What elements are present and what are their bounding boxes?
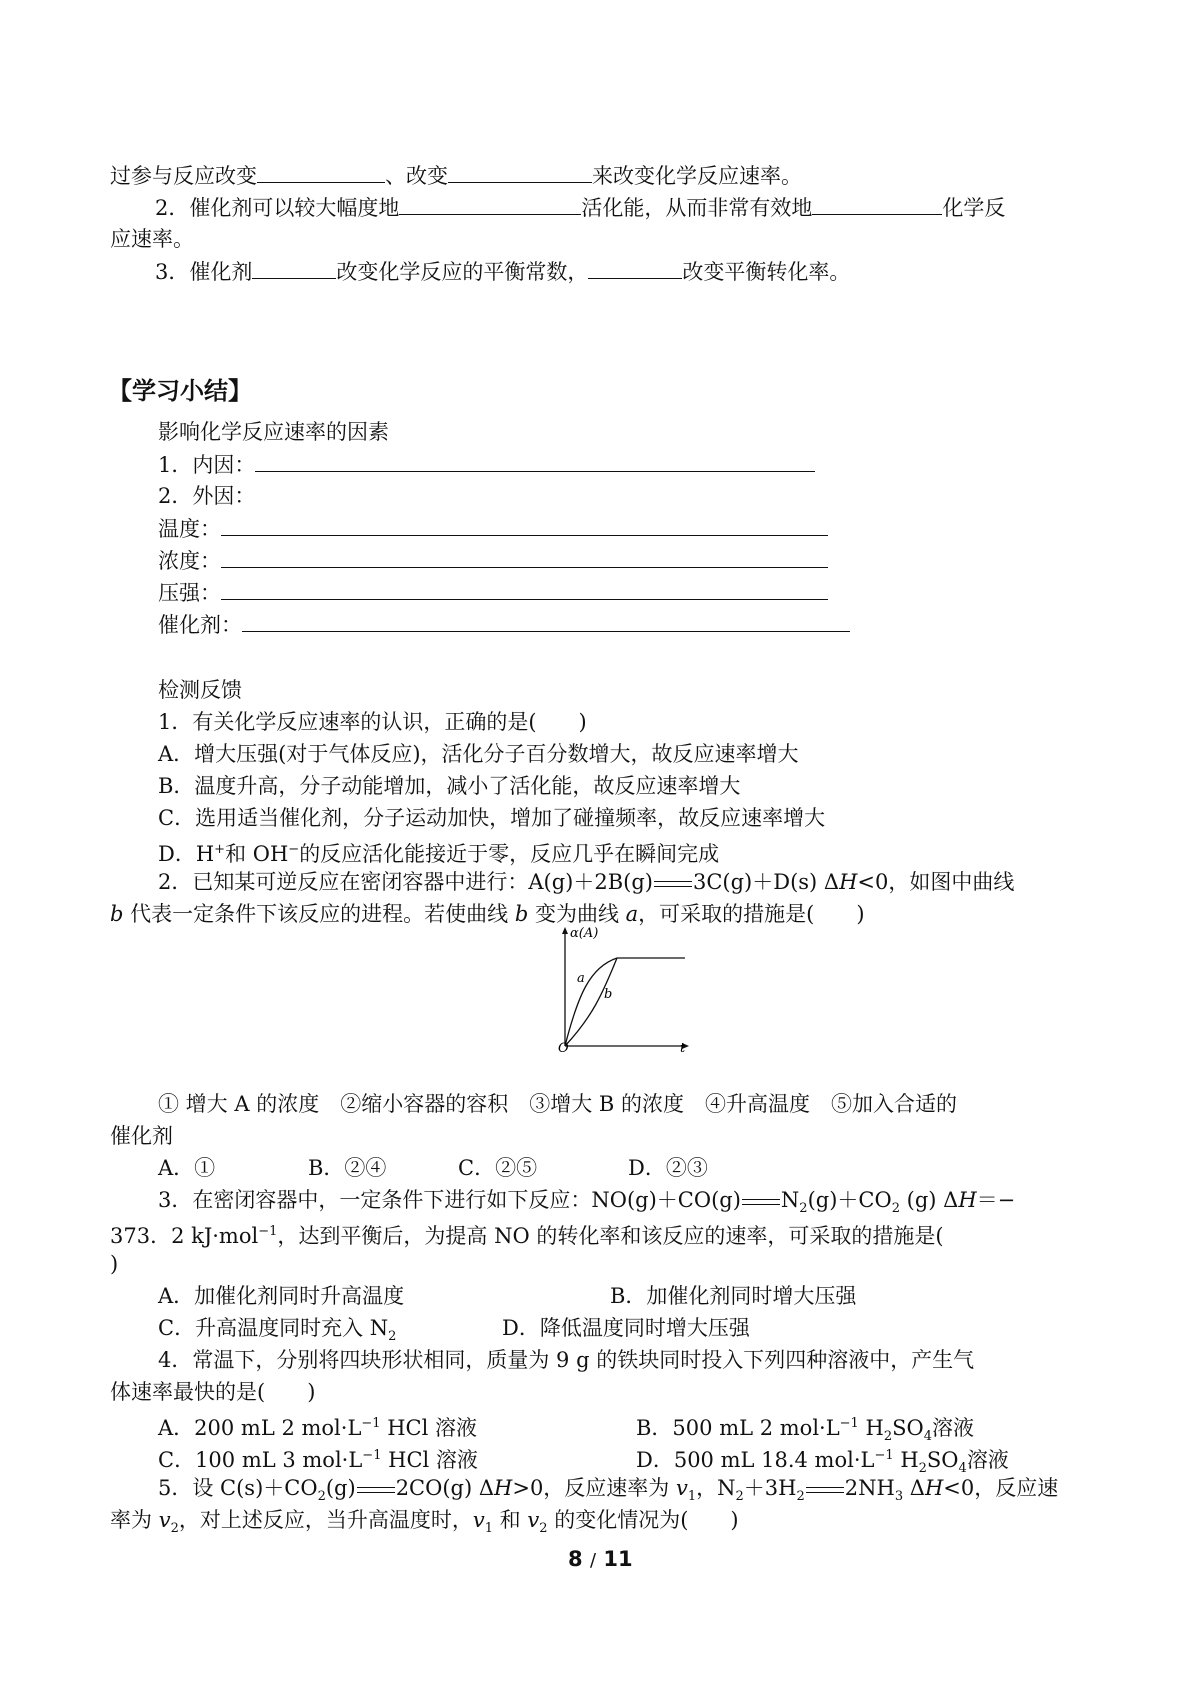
q3-option-d: D．降低温度同时增大压强 (502, 1316, 750, 1340)
text: 和 OH (225, 842, 289, 866)
text: ，对上述反应，当升高温度时， (178, 1508, 473, 1532)
curve-b-label: b (604, 987, 613, 1002)
subscript: 2 (735, 1489, 744, 1505)
subscript: 2 (388, 1329, 397, 1345)
text: D．500 mL 18.4 mol·L (636, 1448, 875, 1472)
text: 373．2 kJ·mol (110, 1224, 259, 1248)
text: D．H (158, 842, 215, 866)
fill-blank (242, 609, 850, 632)
x-axis-label: t (680, 1041, 686, 1056)
fill-blank (221, 577, 828, 600)
subscript: 2 (918, 1461, 927, 1477)
text: 5．设 C(s)＋CO (158, 1476, 318, 1500)
text: <0，如图中曲线 (857, 870, 1015, 894)
curve-a-label: a (577, 971, 585, 986)
fill-blank (257, 160, 385, 183)
text: H (858, 1416, 884, 1440)
text: >0，反应速率为 (512, 1476, 676, 1500)
text: A．200 mL 2 mol·L (158, 1416, 362, 1440)
y-axis-label: α(A) (570, 926, 599, 941)
q2-option-c: C．②⑤ (458, 1156, 538, 1180)
superscript: −1 (874, 1448, 894, 1463)
conversion-time-graph (560, 925, 700, 1055)
text: v (675, 1476, 688, 1500)
summary-conc (158, 545, 828, 576)
q1-option-c: C．选用适当催化剂，分子运动加快，增加了碰撞频率，故反应速率增大 (158, 806, 826, 830)
summary-catalyst (158, 609, 850, 640)
text: 3C(g)＋D(s) Δ (692, 870, 840, 894)
text: v (472, 1508, 485, 1532)
text: b (110, 902, 124, 926)
equilibrium-arrow-icon (806, 1485, 844, 1495)
text: ＋3H (743, 1476, 797, 1500)
origin-label: O (558, 1041, 569, 1056)
text: 2CO(g) Δ (395, 1476, 495, 1500)
text: 3．催化剂 (155, 260, 253, 284)
text: 的变化情况为( ) (547, 1508, 739, 1532)
equilibrium-arrow-icon (654, 879, 692, 889)
text: 2NH (844, 1476, 895, 1500)
question-5-line2 (110, 1505, 739, 1544)
text: 3．在密闭容器中，一定条件下进行如下反应：NO(g)＋CO(g) (158, 1188, 741, 1212)
summary-internal (158, 449, 815, 480)
text: 改变平衡转化率。 (682, 260, 851, 284)
text: 代表一定条件下该反应的进程。若使曲线 (123, 902, 515, 926)
superscript: −1 (361, 1416, 381, 1431)
q2-option-a: A．① (158, 1156, 216, 1180)
label: 催化剂： (158, 613, 242, 637)
summary-pressure (158, 577, 828, 608)
text: 、改变 (385, 164, 448, 188)
text: (g) Δ (899, 1188, 959, 1212)
text: H (893, 1448, 919, 1472)
text: 溶液 (966, 1448, 1009, 1472)
q1-option-d (158, 835, 719, 869)
text: SO (892, 1416, 924, 1440)
summary-external: 2．外因： (158, 484, 256, 508)
text: 2．已知某可逆反应在密闭容器中进行：A(g)＋2B(g) (158, 870, 653, 894)
q2-option-d: D．②③ (628, 1156, 708, 1180)
fill-blank (252, 256, 336, 279)
subscript: 1 (687, 1489, 697, 1505)
summary-intro: 影响化学反应速率的因素 (158, 420, 389, 444)
superscript: −1 (839, 1416, 859, 1431)
superscript: −1 (258, 1224, 278, 1239)
subscript: 2 (317, 1489, 326, 1505)
text: H (958, 1188, 977, 1212)
curve-a (565, 958, 617, 1046)
curve-b (565, 958, 617, 1046)
fill-blank (255, 449, 815, 472)
section-heading: 【学习小结】 (108, 377, 252, 405)
q4-option-c (158, 1441, 478, 1475)
subscript: 2 (539, 1521, 548, 1537)
text: 溶液 (932, 1416, 974, 1440)
text: H (839, 870, 858, 894)
text: 过参与反应改变 (110, 164, 257, 188)
text: ，达到平衡后，为提高 NO 的转化率和该反应的速率，可采取的措施是( (277, 1224, 944, 1248)
question-2-line2 (110, 899, 865, 929)
q3-option-b: B．加催化剂同时增大压强 (610, 1284, 857, 1308)
text: 和 (493, 1508, 528, 1532)
subscript: 4 (958, 1461, 967, 1477)
fill-blank (448, 160, 592, 183)
text: C．升高温度同时充入 N (158, 1316, 389, 1340)
superscript: − (288, 842, 300, 857)
text: ，可采取的措施是( ) (638, 902, 865, 926)
text: H (494, 1476, 513, 1500)
text: a (625, 902, 639, 926)
q2-option-b: B．②④ (308, 1156, 387, 1180)
fill-blank (221, 513, 828, 536)
text: v (527, 1508, 540, 1532)
subscript: 2 (891, 1201, 900, 1217)
text: 2．催化剂可以较大幅度地 (155, 196, 400, 220)
text: 化学反 (942, 196, 1006, 220)
text-line (155, 256, 850, 287)
current-page: 8 (568, 1547, 583, 1571)
q4-option-a (158, 1409, 477, 1443)
fill-blank (399, 192, 581, 215)
superscript: −1 (362, 1448, 382, 1463)
summary-temp (158, 513, 828, 544)
subscript: 3 (894, 1489, 904, 1505)
equilibrium-arrow-icon (357, 1485, 395, 1495)
subscript: 2 (796, 1489, 805, 1505)
subscript: 2 (170, 1521, 179, 1537)
superscript: + (214, 842, 226, 857)
text: 活化能，从而非常有效地 (581, 196, 813, 220)
text: N (780, 1188, 800, 1212)
text: <0，反应速 (943, 1476, 1059, 1500)
y-axis-arrow (562, 927, 568, 934)
page-separator: / (589, 1550, 597, 1571)
text: (g)＋CO (807, 1188, 892, 1212)
question-4-line2: 体速率最快的是( ) (110, 1380, 316, 1404)
text: B．500 mL 2 mol·L (636, 1416, 840, 1440)
fill-blank (812, 192, 942, 215)
text: 率为 (110, 1508, 159, 1532)
q2-choices-cont: 催化剂 (110, 1124, 173, 1148)
text: HCl 溶液 (381, 1448, 478, 1472)
q3-option-a: A．加催化剂同时升高温度 (158, 1284, 405, 1308)
text: C．100 mL 3 mol·L (158, 1448, 363, 1472)
question-4-line1: 4．常温下，分别将四块形状相同，质量为 9 g 的铁块同时投入下列四种溶液中，产生气 (158, 1348, 975, 1372)
text: 的反应活化能接近于零，反应几乎在瞬间完成 (299, 842, 720, 866)
question-3-line3: ) (110, 1252, 119, 1276)
subscript: 4 (923, 1429, 932, 1445)
question-2-line1 (158, 867, 1014, 897)
text-line (110, 160, 802, 191)
text: HCl 溶液 (380, 1416, 478, 1440)
fill-blank (221, 545, 828, 568)
label: 压强： (158, 581, 221, 605)
label: 温度： (158, 517, 221, 541)
subscript: 2 (799, 1201, 808, 1217)
label: 浓度： (158, 549, 221, 573)
text: 应速率。 (110, 227, 194, 251)
label: 1．内因： (158, 453, 256, 477)
feedback-title: 检测反馈 (158, 678, 242, 702)
text: v (158, 1508, 171, 1532)
subscript: 2 (883, 1429, 893, 1445)
text: 变为曲线 (528, 902, 626, 926)
q2-choices: ① 增大 A 的浓度 ②缩小容器的容积 ③增大 B 的浓度 ④升高温度 ⑤加入合适的 (158, 1092, 957, 1116)
text: (g) (325, 1476, 356, 1500)
total-pages: 11 (603, 1547, 633, 1571)
text: ＝− (976, 1188, 1016, 1212)
text: 来改变化学反应速率。 (592, 164, 802, 188)
q1-option-a: A．增大压强(对于气体反应)，活化分子百分数增大，故反应速率增大 (158, 742, 799, 766)
question-1: 1．有关化学反应速率的认识，正确的是( ) (158, 710, 587, 734)
text: 改变化学反应的平衡常数， (336, 260, 589, 284)
text: b (514, 902, 529, 926)
subscript: 1 (484, 1521, 493, 1537)
text: H (924, 1476, 944, 1500)
text: SO (926, 1448, 959, 1472)
question-3-line2 (110, 1217, 944, 1251)
text-line (155, 192, 1005, 223)
text: ，N (696, 1476, 736, 1500)
fill-blank (588, 256, 682, 279)
text-line (110, 224, 194, 254)
text: Δ (903, 1476, 925, 1500)
q1-option-b: B．温度升高，分子动能增加，减小了活化能，故反应速率增大 (158, 774, 741, 798)
equilibrium-arrow-icon (742, 1197, 780, 1207)
page-number (568, 1547, 633, 1571)
